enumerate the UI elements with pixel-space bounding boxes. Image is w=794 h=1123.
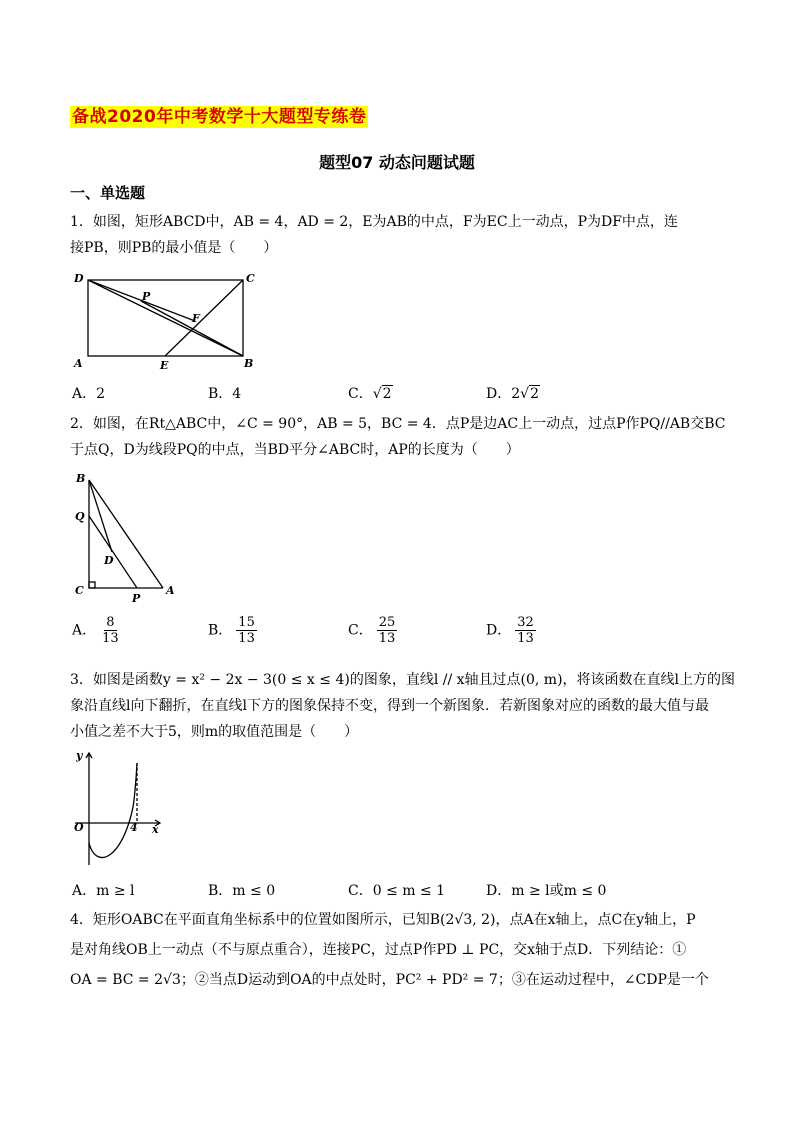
q2-text-line2: 于点Q，D为线段PQ的中点，当BD平分∠ABC时，AP的长度为（ ） xyxy=(70,442,520,458)
q1-text-line2: 接PB，则PB的最小值是（ ） xyxy=(70,240,278,256)
q3-option-a[interactable]: A．m ≥ l xyxy=(72,883,135,899)
q1-option-c[interactable]: C．√2 xyxy=(348,386,392,402)
page-title: 题型07 动态问题试题 xyxy=(319,153,475,172)
q1-option-d[interactable]: D．2√2 xyxy=(486,386,539,402)
q3-label-x: x xyxy=(152,823,159,836)
q4-text-line2: 是对角线OB上一动点（不与原点重合），连接PC，过点P作PD ⊥ PC，交x轴于点D．下列结论：① xyxy=(70,942,687,958)
q3-option-d[interactable]: D．m ≥ l或m ≤ 0 xyxy=(486,883,607,899)
q2-option-a[interactable]: A． $\frac{8}{13}$ xyxy=(72,615,119,646)
q1-option-b[interactable]: B．4 xyxy=(208,386,242,402)
q2-option-c[interactable]: C． $\frac{25}{13}$ xyxy=(348,615,396,646)
series-banner: 备战2020年中考数学十大题型专练卷 xyxy=(72,107,367,127)
q3-text-line2: 象沿直线l向下翻折，在直线l下方的图象保持不变，得到一个新图象．若新图象对应的函数的最大值与最 xyxy=(70,698,709,714)
q3-parabola-figure xyxy=(70,745,180,870)
q1-text-line1: 1．如图，矩形ABCD中，AB = 4，AD = 2，E为AB的中点，F为EC上一动点，P为DF中点，连 xyxy=(70,214,678,230)
q1-label-f: F xyxy=(192,312,200,325)
q2-right-angle-mark xyxy=(89,582,95,588)
q3-label-o: O xyxy=(74,821,84,834)
q3-text-line3: 小值之差不大于5，则m的取值范围是（ ） xyxy=(70,724,359,740)
q3-label-4: 4 xyxy=(130,821,138,834)
q1-line-db xyxy=(88,280,243,356)
q2-segment-bd xyxy=(89,480,112,552)
q2-label-p: P xyxy=(132,592,141,603)
q1-rectangle-figure xyxy=(70,270,270,375)
q1-label-c: C xyxy=(246,272,255,285)
q1-label-b: B xyxy=(244,357,254,370)
q2-label-a: A xyxy=(166,584,175,597)
q2-option-b[interactable]: B． $\frac{15}{13}$ xyxy=(208,615,255,646)
q3-text-line1: 3．如图是函数y = x² − 2x − 3(0 ≤ x ≤ 4)的图象，直线l // x轴且过点(0, m)，将该函数在直线l上方的图 xyxy=(70,672,736,688)
q2-option-d[interactable]: D． $\frac{32}{13}$ xyxy=(486,615,534,646)
q2-label-c: C xyxy=(75,584,84,597)
q4-text-line1: 4．矩形OABC在平面直角坐标系中的位置如图所示，已知B(2√3, 2)，点A在x轴上，点C在y轴上，P xyxy=(70,912,696,928)
q1-label-p: P xyxy=(142,290,151,303)
q1-option-a[interactable]: A．2 xyxy=(72,386,106,402)
q3-option-b[interactable]: B．m ≤ 0 xyxy=(208,883,276,899)
q3-parabola-curve xyxy=(89,763,137,857)
q1-label-e: E xyxy=(160,359,169,372)
q1-label-a: A xyxy=(74,357,83,370)
q3-option-c[interactable]: C．0 ≤ m ≤ 1 xyxy=(348,883,446,899)
section-heading: 一、单选题 xyxy=(70,184,146,202)
q4-text-line3: OA = BC = 2√3；②当点D运动到OA的中点处时，PC² + PD² = 7；③在运动过程中，∠CDP是一个 xyxy=(70,972,709,988)
q2-segment-pq xyxy=(89,516,137,588)
q2-label-b: B xyxy=(76,472,86,485)
q1-label-d: D xyxy=(74,272,84,285)
q1-line-pb xyxy=(141,301,243,356)
q2-label-q: Q xyxy=(75,510,85,523)
q2-label-d: D xyxy=(104,554,114,567)
q1-line-ec xyxy=(165,280,243,356)
q2-triangle-figure xyxy=(70,468,190,603)
q3-label-y: y xyxy=(76,749,83,762)
q2-text-line1: 2．如图，在Rt△ABC中，∠C = 90°，AB = 5，BC = 4．点P是边AC上一动点，过点P作PQ//AB交BC xyxy=(70,416,726,432)
